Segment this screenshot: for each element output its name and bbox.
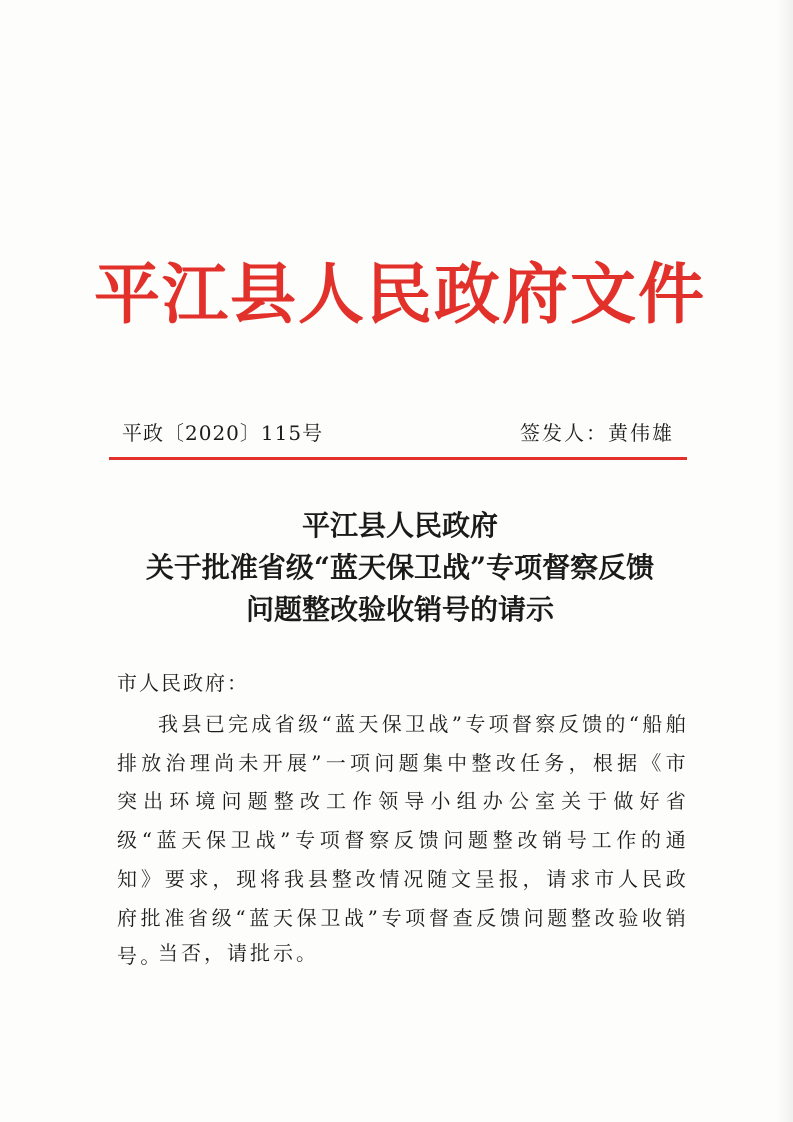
closing-request: 当否，请批示。 [158, 941, 319, 965]
title-line-1: 平江县人民政府 [301, 509, 498, 542]
title-line-2: 关于批准省级“蓝天保卫战”专项督察反馈 [145, 551, 655, 584]
document-title [90, 505, 710, 631]
red-divider-line [109, 457, 687, 460]
scan-edge-shadow [777, 0, 793, 1122]
document-number: 平政〔2020〕115号 [122, 421, 324, 445]
salutation: 市人民政府： [117, 671, 249, 695]
signer: 签发人：黄伟雄 [520, 421, 674, 445]
title-line-3: 问题整改验收销号的请示 [245, 593, 554, 626]
document-header-title: 平江县人民政府文件 [94, 255, 706, 333]
body-paragraph: 我县已完成省级“蓝天保卫战”专项督察反馈的“船舶排放治理尚未开展”一项问题集中整改任务，根据《市突出环境问题整改工作领导小组办公室关于做好省级“蓝天保卫战”专项督察反馈问题整改销号工作的通知》要求，现将我县整改情况随文呈报，请求市人民政府批准省级“蓝天保卫战”专项督查反馈问题整改验收销号。 [117, 712, 689, 969]
